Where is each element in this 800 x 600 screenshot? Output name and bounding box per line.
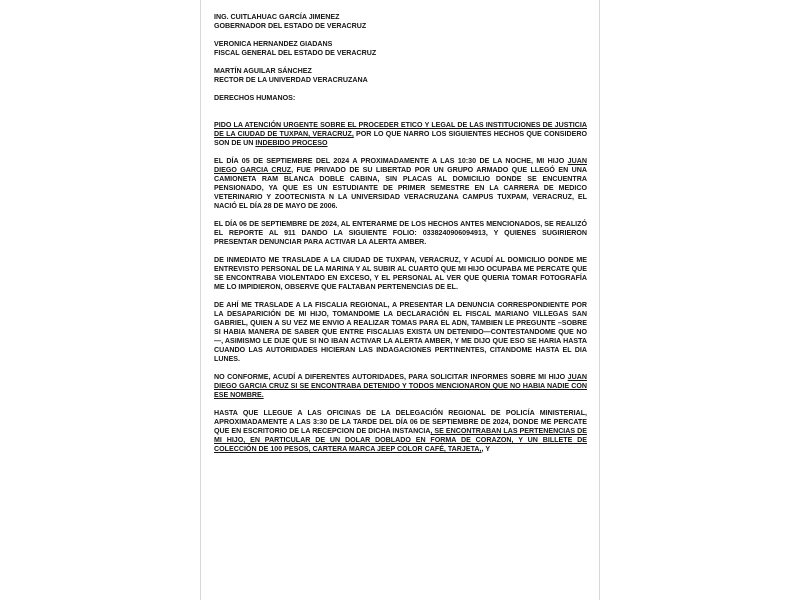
recipient-title: FISCAL GENERAL DEL ESTADO DE VERACRUZ [214, 49, 377, 57]
recipient-governor [214, 13, 587, 31]
paragraph-prosecutor: DE AHÍ ME TRASLADE A LA FISCALIA REGIONAL, A PRESENTAR LA DENUNCIA CORRESPONDIENTE POR LA DESAPARICIÓN DE MI HIJO, TOMANDOME LA DECLARACIÓN EL FISCAL MARIANO VILLEGAS SAN GABRIEL, QUIEN A SU VEZ ME ENVIO A REALIZAR TOMAS PARA EL ADN, TAMBIEN LE PREGUNTE –SOBRE SI HABIA MANERA DE SABER QUE ENTRE FISCALIAS EXISTA UN DETENIDO—CONTESTANDOME QUE NO—, ASIMISMO LE DIJE QUE SI NO IBAN ACTIVAR LA ALERTA AMBER, Y ME DIJO QUE ESO SE HARIA HASTA CUANDO LAS AUTORIDADES HICIERAN LAS INDAGACIONES PERTINENTES, CITANDOME HASTA EL DIA LUNES. [214, 301, 587, 363]
paragraph-text: POR LO QUE NARRO LOS SIGUIENTES HECHOS QUE CONSIDERO SON DE UN [214, 130, 587, 147]
paragraph-text: , FUE PRIVADO DE SU LIBERTAD POR UN GRUPO ARMADO QUE LLEGÓ EN UNA CAMIONETA RAM BLANCA DOBLE CABINA, SIN PLACAS AL DOMICILIO DONDE SE ENCUENTRA PENSIONADO, YA QUE ES UN ESTUDIANTE DE PRIMER SEMESTRE EN LA CARRERA DE MEDICO VETERINARIO Y ZOOTECNISTA N LA UNIVERSIDAD VERACRUZANA CAMPUS TUXPAM, VERACRUZ, EL NACIÓ EL DÍA 28 DE MAYO DE 2006. [214, 166, 587, 210]
paragraph-text: , Y [481, 445, 491, 453]
paragraph-text: HASTA QUE LLEGUE A LAS OFICINAS DE LA DELEGACIÓN REGIONAL DE POLICÍA MINISTERIAL, APROXIMADAMENTE A LAS 3:30 DE LA TARDE DEL DÍA 06 DE SEPTIEMBRE DE 2024, DONDE ME PERCATE QUE EN ESCRITORIO DE LA RECEPCION DE DICHA INSTANCIA [214, 409, 587, 435]
paragraph-text: NO CONFORME, ACUDÍ A DIFERENTES AUTORIDADES, PARA SOLICITAR INFORMES SOBRE MI HIJO [214, 373, 568, 381]
paragraph-abduction [214, 157, 587, 211]
underlined-text: , SE ENCONTRABAN LAS PERTENENCIAS DE MI HIJO, EN PARTICULAR DE UN DOLAR DOBLADO EN FORMA DE CORAZON, Y UN BILLETE DE COLECCIÓN DE 100 PESOS, CARTERA MARCA JEEP COLOR CAFÉ, TARJETA, [214, 427, 587, 453]
recipient-title: GOBERNADOR DEL ESTADO DE VERACRUZ [214, 22, 367, 30]
section-heading: DERECHOS HUMANOS: [214, 94, 296, 102]
recipient-name: ING. CUITLAHUAC GARCÍA JIMENEZ [214, 13, 340, 21]
recipient-rector [214, 67, 587, 85]
document-page [200, 0, 600, 600]
underlined-name: JUAN DIEGO GARCIA CRUZ [214, 157, 587, 174]
paragraph-report: EL DÍA 06 DE SEPTIEMBRE DE 2024, AL ENTERARME DE LOS HECHOS ANTES MENCIONADOS, SE REALIZÓ EL REPORTE AL 911 DANDO LA SIGUIENTE FOLIO: 0338240906094913, Y QUIENES SUGIRIERON PRESENTAR DENUNCIAR PARA ACTIVAR LA ALERTA AMBER. [214, 220, 587, 246]
paragraph-authorities [214, 373, 587, 400]
paragraph-text: EL DÍA 05 DE SEPTIEMBRE DEL 2024 A PROXIMADAMENTE A LAS 10:30 DE LA NOCHE, MI HIJO [214, 157, 568, 165]
recipient-name: MARTÍN AGUILAR SÁNCHEZ [214, 67, 312, 75]
recipient-title: RECTOR DE LA UNIVERDAD VERACRUZANA [214, 76, 368, 84]
letter-body [214, 13, 587, 463]
recipient-prosecutor [214, 40, 587, 58]
paragraph-visit: DE INMEDIATO ME TRASLADE A LA CIUDAD DE TUXPAN, VERACRUZ, Y ACUDÍ AL DOMICILIO DONDE ME ENTREVISTO PERSONAL DE LA MARINA Y AL SUBIR AL CUARTO QUE MI HIJO OCUPABA ME PERCATE QUE SE ENCONTRABA VIOLENTADO EN EXCESO, Y EL PERSONAL AL VER QUE QUERIA TOMAR FOTOGRAFÍA ME LO IMPIDIERON, OBSERVE QUE FALTABAN PERTENENCIAS DE EL. [214, 256, 587, 291]
recipient-name: VERONICA HERNANDEZ GIADANS [214, 40, 333, 48]
paragraph-request [214, 121, 587, 148]
underlined-text: JUAN DIEGO GARCIA CRUZ SI SE ENCONTRABA DETENIDO Y TODOS MENCIONARON QUE NO HABIA NADIE CON ESE NOMBRE. [214, 373, 587, 399]
paragraph-police [214, 409, 587, 454]
underlined-text: INDEBIDO PROCESO [255, 139, 328, 147]
underlined-text: PIDO LA ATENCIÓN URGENTE SOBRE EL PROCEDER ETICO Y LEGAL DE LAS INSTITUCIONES DE JUSTICIA DE LA CIUDAD DE TUXPAN, VERACRUZ, [214, 121, 587, 138]
